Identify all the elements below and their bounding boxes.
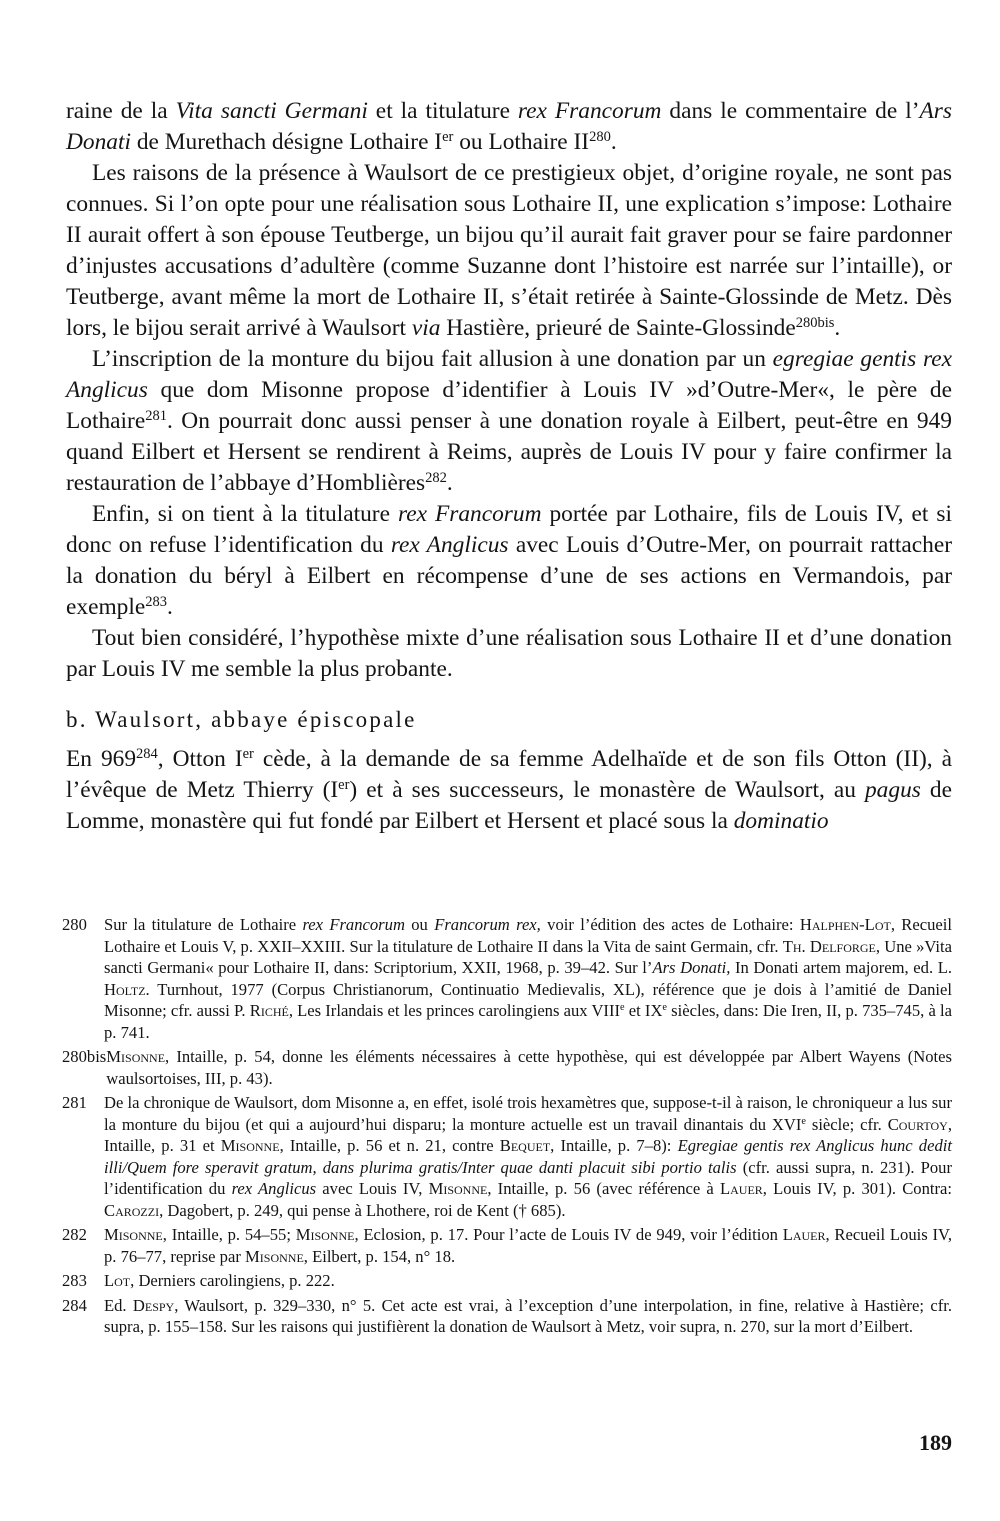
- superscript: e: [620, 1002, 625, 1014]
- text-run: et la titulature: [367, 98, 518, 124]
- text-run: , Waulsort, p. 329–330, n° 5. Cet acte est vrai, à l’exception d’une interpolation, in fine, relative à Hastière; cfr. supra, p. 155–158. Sur les raisons qui justifièrent la donation de Waulsort à Metz, voir supra, n. 270, sur la mort d’Eilbert.: [104, 1295, 952, 1336]
- text-run: voir l’édition des actes de Lothaire:: [540, 915, 800, 934]
- footnote-text: [104, 914, 952, 1043]
- text-run: , Otton I: [157, 746, 243, 772]
- text-run: L’inscription de la monture du bijou fait allusion à une donation par un: [92, 346, 773, 372]
- footnote-number: 283: [62, 1271, 87, 1290]
- footnote: [62, 914, 952, 1043]
- superscript: 283: [145, 594, 167, 611]
- text-run: , Intaille, p. 54–55;: [162, 1225, 296, 1244]
- text-run: Sur la titulature de Lothaire: [104, 915, 303, 934]
- author-name: Holtz: [104, 979, 146, 999]
- footnote-text: [106, 1046, 952, 1089]
- text-run: En 969: [66, 746, 137, 772]
- italic-text: Ars Donati,: [652, 958, 731, 977]
- footnote: [62, 1270, 952, 1292]
- text-run: et IX: [624, 1001, 663, 1020]
- paragraph: [66, 623, 952, 685]
- paragraph: [66, 96, 952, 158]
- author-name: Lot: [104, 1271, 131, 1290]
- italic-text: dominatio: [733, 808, 829, 834]
- text-run: , Intaille, p. 56 et n. 21, contre: [279, 1136, 500, 1155]
- italic-text: Ars Donati: [66, 98, 952, 155]
- author-name: Misonne: [106, 1047, 166, 1066]
- superscript: 280: [589, 129, 611, 146]
- text-run: , Intaille, p. 56 (avec référence à: [487, 1179, 720, 1198]
- author-name: Misonne: [220, 1136, 280, 1155]
- footnote-number: 284: [62, 1295, 87, 1315]
- italic-text: Vita sancti Germani: [175, 98, 368, 124]
- italic-text: rex Francorum: [397, 501, 542, 527]
- footnote: [62, 1295, 952, 1338]
- author-name: Lauer: [719, 1179, 763, 1198]
- author-name: Halphen-Lot: [799, 915, 891, 934]
- paragraph: [66, 158, 952, 344]
- italic-text: rex Francorum: [517, 98, 662, 124]
- text-run: In Donati artem majorem, ed. L.: [730, 958, 952, 977]
- text-run: , Louis IV, p. 301). Contra:: [762, 1179, 952, 1198]
- text-run: , Derniers carolingiens, p. 222.: [130, 1271, 335, 1290]
- italic-text: Egregiae gentis rex Anglicus hunc dedit illi/Quem fore speravit gratum, dans plurima gratis/Inter quae danti placuit sibi portio talis: [104, 1136, 952, 1177]
- page-number: 189: [919, 1430, 952, 1455]
- text-run: , Eclosion, p. 17. Pour l’acte de Louis IV de 949, voir l’édition: [354, 1225, 783, 1244]
- superscript: er: [242, 746, 254, 763]
- text-run: de Lomme, monastère qui fut fondé par Eilbert et Hersent et placé sous la: [66, 777, 953, 834]
- text-run: , Les Irlandais et les princes carolingiens aux VIII: [288, 1001, 621, 1020]
- text-run: (cfr. aussi supra, n. 231). Pour l’identification du: [104, 1157, 952, 1198]
- author-name: Misonne: [245, 1246, 304, 1266]
- author-name: Misonne: [104, 1225, 163, 1244]
- text-run: , Intaille, p. 7–8):: [550, 1136, 678, 1155]
- text-run: ou Lothaire II: [453, 129, 590, 155]
- author-name: Th. Delforge: [782, 936, 876, 956]
- text-run: Les raisons de la présence à Waulsort de ce prestigieux objet, d’origine royale, ne sont pas connues. Si l’on opte pour une réalisation sous Lothaire II, une explication s’impose: Lothaire II aurait offert à son épouse Teutberge, un bijou qu’il aurait fait graver pour se faire pardonner d’injustes accusations d’adultère (comme Suzanne dont l’histoire est narrée sur l’intaille), or Teutberge, avant même la mort de Lothaire II, s’était retirée à Sainte-Glossinde de Metz. Dès lors, le bijou serait arrivé à Waulsort: [66, 160, 952, 341]
- text-run: Enfin, si on tient à la titulature: [92, 501, 398, 527]
- text-run: avec Louis IV,: [316, 1179, 429, 1198]
- superscript: 284: [136, 746, 158, 763]
- text-run: .: [166, 594, 173, 620]
- author-name: Bequet: [499, 1136, 551, 1155]
- author-name: Misonne: [295, 1225, 355, 1244]
- paragraph: [66, 744, 952, 837]
- text-run: , Dagobert, p. 249, qui pense à Lhothere, roi de Kent († 685).: [159, 1200, 566, 1220]
- text-run: , Intaille, p. 54, donne les éléments nécessaires à cette hypothèse, qui est développée par Albert Wayens (Notes waulsortoises, III, p. 43).: [106, 1047, 952, 1088]
- italic-text: rex Francorum: [302, 915, 405, 934]
- footnote-number: 281: [62, 1093, 87, 1112]
- footnote-number: 282: [62, 1225, 87, 1244]
- text-run: portée par Lothaire, fils de Louis IV, et si donc on refuse l’identification du: [66, 501, 952, 558]
- footnote-text: [104, 1224, 952, 1267]
- footnote-number: 280bis: [62, 1047, 107, 1066]
- footnote-text: [104, 1270, 952, 1292]
- text-run: De la chronique de Waulsort, dom Misonne a, en effet, isolé trois hexamètres que, suppose-t-il à raison, le chroniqueur a lus sur la monture du bijou (et qui a aujourd’hui disparu; la monture actuelle est un travail dinantais du XVI: [104, 1093, 952, 1134]
- author-name: Misonne: [428, 1179, 488, 1198]
- superscript: e: [801, 1115, 806, 1127]
- text-run: de Murethach désigne Lothaire I: [130, 129, 443, 155]
- text-run: , Recueil Lothaire et Louis V, p. XXII–XXIII. Sur la titulature de Lothaire II dans la Vita de saint Germain, cfr.: [104, 915, 952, 956]
- text-run: que dom Misonne propose d’identifier à Louis IV »d’Outre-Mer«, le père de Lothaire: [66, 377, 952, 434]
- text-run: , Eilbert, p. 154, n° 18.: [303, 1246, 456, 1266]
- italic-text: rex Anglicus: [390, 532, 509, 558]
- superscript: e: [662, 1002, 667, 1014]
- text-run: .: [446, 470, 453, 496]
- footnote-text: [104, 1092, 952, 1221]
- section-heading: b. Waulsort, abbaye épiscopale: [66, 707, 417, 732]
- footnote-text: [104, 1295, 952, 1338]
- text-run: , Recueil Louis IV, p. 76–77, reprise par: [104, 1225, 952, 1266]
- text-run: , Une »Vita sancti Germani« pour Lothaire II, dans: Scriptorium, XXII, 1968, p. 39–42. Sur l’: [104, 936, 952, 977]
- text-run: raine de la: [66, 98, 176, 124]
- footnotes: [62, 914, 952, 1341]
- text-run: dans le commentaire de l’: [661, 98, 920, 124]
- superscript: 282: [425, 470, 447, 487]
- text-run: cède, à la demande de sa femme Adelhaïde et de son fils Otton (II), à l’évêque de Metz Thierry (I: [66, 746, 952, 803]
- text-run: . On pourrait donc aussi penser à une donation royale à Eilbert, peut-être en 949 quand Eilbert et Hersent se rendirent à Reims, auprès de Louis IV pour y faire confirmer la restauration de l’abbaye d’Homblières: [66, 408, 952, 496]
- italic-text: egregiae gentis rex Anglicus: [66, 346, 952, 403]
- text-run: siècle; cfr.: [805, 1114, 888, 1134]
- text-run: avec Louis d’Outre-Mer, on pourrait rattacher la donation du béryl à Eilbert en récompense d’une de ses actions en Vermandois, par exemple: [66, 532, 952, 620]
- text-run: Ed.: [104, 1295, 133, 1315]
- author-name: Riché: [249, 1001, 289, 1020]
- italic-text: rex Anglicus: [231, 1179, 317, 1198]
- italic-text: via: [411, 315, 441, 341]
- footnote: [62, 1224, 952, 1267]
- footnote: [62, 1092, 952, 1221]
- text-run: ou: [404, 915, 435, 934]
- paragraph: [66, 344, 952, 499]
- author-name: Courtoy: [887, 1114, 948, 1134]
- text-run: .: [834, 315, 841, 341]
- superscript: 280bis: [795, 315, 835, 332]
- text-run: Tout bien considéré, l’hypothèse mixte d’une réalisation sous Lothaire II et d’une donation par Louis IV me semble la plus probante.: [66, 625, 952, 682]
- text-run: ) et à ses successeurs, le monastère de Waulsort, au: [349, 777, 865, 803]
- footnote-number: 280: [62, 915, 87, 934]
- author-name: Carozzi: [104, 1200, 160, 1220]
- text-run: Hastière, prieuré de Sainte-Glossinde: [440, 315, 796, 341]
- text-run: .: [610, 129, 617, 155]
- superscript: 281: [145, 408, 167, 425]
- italic-text: pagus: [864, 777, 921, 803]
- paragraph: [66, 499, 952, 623]
- main-text: [66, 96, 952, 837]
- text-run: siècles, dans: Die Iren, II, p. 735–745, à la p. 741.: [104, 1001, 952, 1042]
- superscript: er: [442, 129, 454, 146]
- italic-text: Francorum rex,: [434, 915, 541, 934]
- footnote: [62, 1046, 952, 1089]
- superscript: er: [338, 777, 350, 794]
- text-run: . Turnhout, 1977 (Corpus Christianorum, Continuatio Medievalis, XL), référence que je dois à l’amitié de Daniel Misonne; cfr. aussi P.: [104, 979, 952, 1020]
- author-name: Lauer: [782, 1225, 826, 1244]
- text-run: , Intaille, p. 31 et: [104, 1114, 952, 1155]
- author-name: Despy: [132, 1295, 175, 1315]
